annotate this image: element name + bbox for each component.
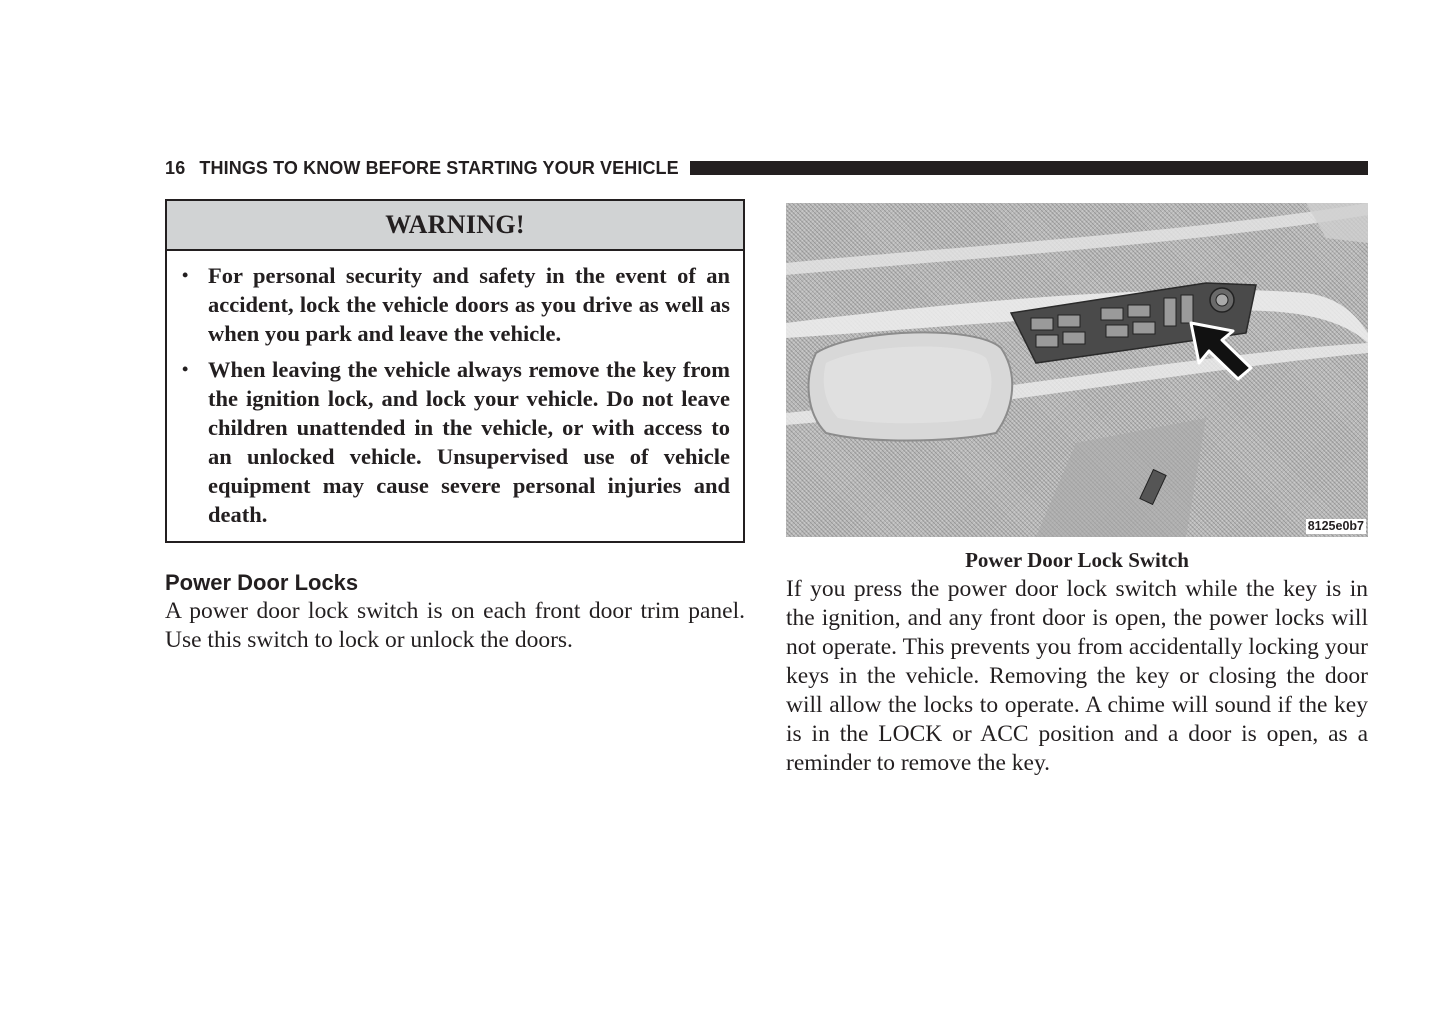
door-panel-figure bbox=[786, 203, 1368, 537]
warning-body bbox=[167, 251, 743, 541]
right-column bbox=[786, 203, 1368, 778]
header-rule bbox=[690, 161, 1368, 175]
warning-item bbox=[181, 355, 730, 529]
page-number: 16 bbox=[165, 157, 186, 178]
running-header bbox=[165, 157, 1368, 179]
bullet-icon: • bbox=[182, 265, 189, 285]
section-title: THINGS TO KNOW BEFORE STARTING YOUR VEHICLE bbox=[199, 157, 679, 178]
warning-item bbox=[181, 261, 730, 348]
warning-title: WARNING! bbox=[167, 201, 743, 251]
bullet-icon: • bbox=[182, 359, 189, 379]
right-paragraph: If you press the power door lock switch while the key is in the ignition, and any front door is open, the power locks will not operate. This prevents you from accidentally locking your keys in the vehicle. Removing the key or closing the door will allow the locks to operate. A chime will sound if the key is in the LOCK or ACC position and a door is open, as a reminder to remove the key. bbox=[786, 576, 1368, 776]
door-panel-illustration bbox=[786, 203, 1368, 537]
figure-id-label: 8125e0b7 bbox=[1307, 519, 1364, 533]
warning-box bbox=[165, 199, 745, 543]
figure-caption: Power Door Lock Switch bbox=[965, 548, 1189, 572]
warning-item-text: When leaving the vehicle always remove the key from the ignition lock, and lock your vehicle. Do not leave children unattended in the vehicle, or with access to an unlocked vehicle. Unsupervised use of vehicle equipment may cause severe personal injuries and death. bbox=[208, 357, 730, 527]
left-column bbox=[165, 199, 745, 655]
section-paragraph: A power door lock switch is on each front door trim panel. Use this switch to lock or unlock the doors. bbox=[165, 598, 745, 653]
warning-item-text: For personal security and safety in the event of an accident, lock the vehicle doors as you drive as well as when you park and leave the vehicle. bbox=[208, 263, 730, 346]
section-heading: Power Door Locks bbox=[165, 570, 359, 595]
